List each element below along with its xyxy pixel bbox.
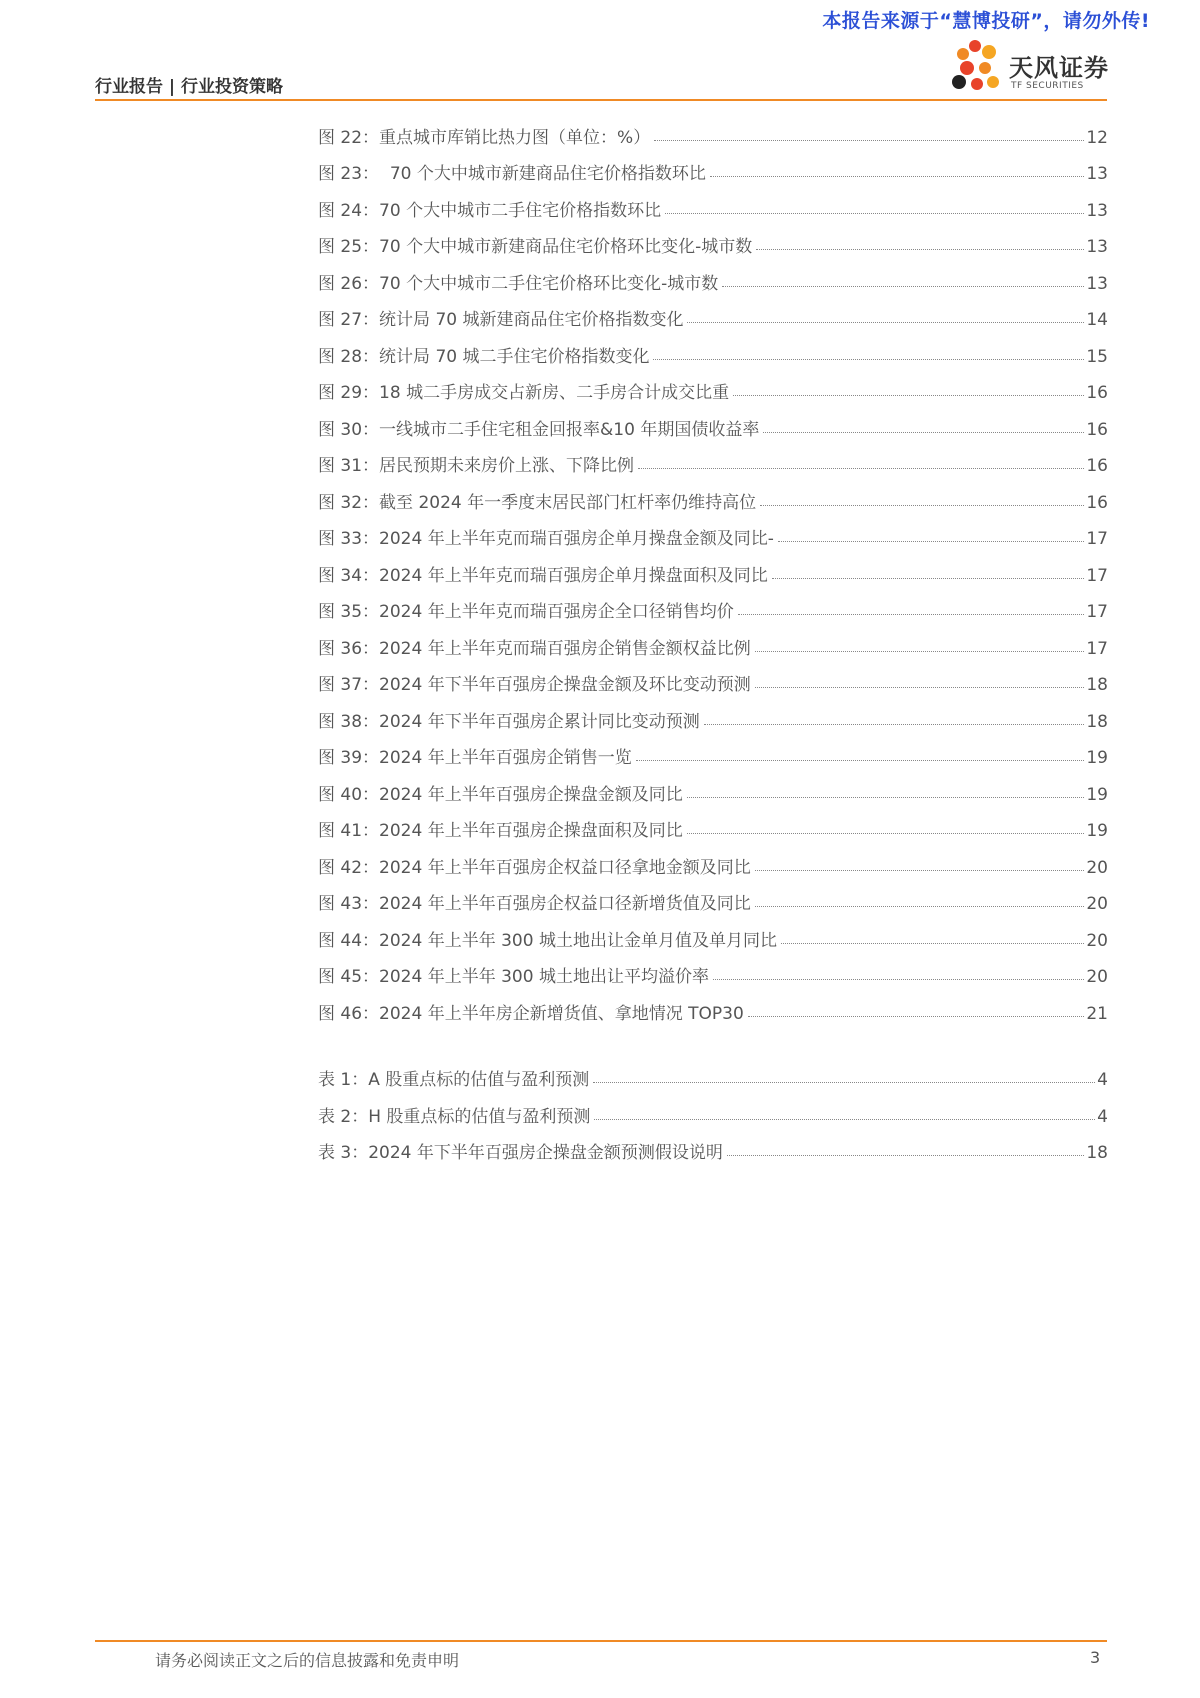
dot-leader <box>772 577 1085 579</box>
watermark-notice: 本报告来源于“慧博投研”，请勿外传! <box>822 10 1150 32</box>
toc-entry-page: 19 <box>1086 821 1108 841</box>
toc-entry-page: 16 <box>1086 492 1108 513</box>
toc-figure-entry[interactable] <box>318 476 1108 513</box>
toc-entry-label: 图 33：2024 年上半年克而瑞百强房企单月操盘金额及同比- <box>318 529 774 549</box>
toc-entry-label: 图 46：2024 年上半年房企新增货值、拿地情况 TOP30 <box>318 1003 744 1024</box>
dot-leader <box>638 467 1084 469</box>
logo-flower-icon <box>945 38 1005 100</box>
toc-entry-label: 图 25：70 个大中城市新建商品住宅价格环比变化-城市数 <box>318 237 753 257</box>
toc-figure-entry[interactable] <box>318 440 1108 477</box>
toc-figure-entry[interactable] <box>318 951 1108 988</box>
toc-entry-label: 图 39：2024 年上半年百强房企销售一览 <box>318 748 632 768</box>
toc-entry-page: 17 <box>1086 602 1108 622</box>
toc-figure-entry[interactable] <box>318 294 1108 331</box>
toc-figure-entry[interactable] <box>318 695 1108 732</box>
dot-leader <box>755 686 1085 688</box>
dot-leader <box>653 358 1084 360</box>
toc-figure-entry[interactable] <box>318 841 1108 878</box>
header-divider <box>95 99 1107 101</box>
toc-entry-label: 图 31：居民预期未来房价上涨、下降比例 <box>318 456 635 476</box>
toc-entry-label: 图 23： 70 个大中城市新建商品住宅价格指数环比 <box>318 164 706 184</box>
toc-entry-label: 图 24：70 个大中城市二手住宅价格指数环比 <box>318 200 662 221</box>
toc-figure-entry[interactable] <box>318 622 1108 659</box>
table-of-contents <box>318 111 1108 1163</box>
dot-leader <box>727 1154 1084 1156</box>
toc-entry-label: 图 42：2024 年上半年百强房企权益口径拿地金额及同比 <box>318 857 751 878</box>
toc-entry-page: 18 <box>1086 1143 1108 1163</box>
toc-figure-entry[interactable] <box>318 659 1108 696</box>
toc-entry-page: 4 <box>1097 1106 1108 1127</box>
dot-leader <box>738 613 1085 615</box>
dot-leader <box>593 1081 1095 1083</box>
toc-entry-page: 17 <box>1086 529 1108 549</box>
footer-divider <box>95 1640 1107 1642</box>
toc-entry-label: 图 40：2024 年上半年百强房企操盘金额及同比 <box>318 784 683 805</box>
toc-entry-page: 19 <box>1086 748 1108 768</box>
dot-leader <box>636 759 1085 761</box>
toc-entry-label: 图 44：2024 年上半年 300 城土地出让金单月值及单月同比 <box>318 930 777 951</box>
toc-entry-page: 20 <box>1086 857 1108 878</box>
company-logo <box>945 38 1115 100</box>
toc-table-entry[interactable] <box>318 1090 1108 1127</box>
dot-leader <box>710 175 1084 177</box>
toc-entry-page: 4 <box>1097 1070 1108 1090</box>
toc-entry-page: 18 <box>1086 711 1108 732</box>
toc-entry-page: 16 <box>1086 456 1108 476</box>
toc-entry-label: 图 29：18 城二手房成交占新房、二手房合计成交比重 <box>318 383 730 403</box>
toc-figure-entry[interactable] <box>318 987 1108 1024</box>
toc-entry-label: 图 36：2024 年上半年克而瑞百强房企销售金额权益比例 <box>318 638 751 659</box>
toc-entry-page: 18 <box>1086 675 1108 695</box>
dot-leader <box>756 248 1084 250</box>
page-number: 3 <box>1090 1648 1101 1667</box>
toc-entry-label: 图 37：2024 年下半年百强房企操盘金额及环比变动预测 <box>318 675 751 695</box>
toc-figure-entry[interactable] <box>318 111 1108 148</box>
toc-entry-label: 图 34：2024 年上半年克而瑞百强房企单月操盘面积及同比 <box>318 565 768 586</box>
toc-entry-page: 21 <box>1086 1003 1108 1024</box>
dot-leader <box>755 650 1085 652</box>
toc-figure-entry[interactable] <box>318 330 1108 367</box>
footer-disclaimer: 请务必阅读正文之后的信息披露和免责申明 <box>155 1651 460 1670</box>
toc-entry-page: 16 <box>1086 419 1108 440</box>
toc-entry-label: 图 32：截至 2024 年一季度末居民部门杠杆率仍维持高位 <box>318 492 757 513</box>
toc-figure-entry[interactable] <box>318 878 1108 915</box>
dot-leader <box>760 504 1084 506</box>
logo-text-en: TF SECURITIES <box>1011 81 1084 91</box>
report-type-header: 行业报告 | 行业投资策略 <box>95 77 284 97</box>
toc-figure-entry[interactable] <box>318 768 1108 805</box>
toc-entry-label: 图 35：2024 年上半年克而瑞百强房企全口径销售均价 <box>318 602 734 622</box>
toc-entry-label: 图 41：2024 年上半年百强房企操盘面积及同比 <box>318 821 683 841</box>
toc-entry-label: 图 22：重点城市库销比热力图（单位：%） <box>318 127 651 148</box>
dot-leader <box>778 540 1085 542</box>
toc-entry-label: 表 3：2024 年下半年百强房企操盘金额预测假设说明 <box>318 1143 723 1163</box>
dot-leader <box>763 431 1084 433</box>
toc-entry-label: 图 38：2024 年下半年百强房企累计同比变动预测 <box>318 711 700 732</box>
dot-leader <box>594 1118 1095 1120</box>
dot-leader <box>713 978 1084 980</box>
dot-leader <box>733 394 1084 396</box>
toc-table-entry[interactable] <box>318 1054 1108 1091</box>
dot-leader <box>704 723 1085 725</box>
dot-leader <box>781 942 1084 944</box>
toc-figure-entry[interactable] <box>318 513 1108 550</box>
dot-leader <box>755 905 1085 907</box>
toc-entry-page: 12 <box>1086 127 1108 148</box>
toc-figure-entry[interactable] <box>318 367 1108 404</box>
toc-entry-page: 16 <box>1086 383 1108 403</box>
dot-leader <box>654 139 1084 141</box>
toc-entry-label: 图 45：2024 年上半年 300 城土地出让平均溢价率 <box>318 967 709 987</box>
toc-figure-entry[interactable] <box>318 586 1108 623</box>
toc-entry-page: 20 <box>1086 930 1108 951</box>
figures-list <box>318 111 1108 1024</box>
toc-entry-page: 13 <box>1086 273 1108 294</box>
dot-leader <box>755 869 1085 871</box>
toc-figure-entry[interactable] <box>318 549 1108 586</box>
toc-figure-entry[interactable] <box>318 914 1108 951</box>
toc-figure-entry[interactable] <box>318 184 1108 221</box>
toc-entry-page: 13 <box>1086 237 1108 257</box>
toc-figure-entry[interactable] <box>318 805 1108 842</box>
toc-entry-page: 20 <box>1086 967 1108 987</box>
toc-entry-label: 图 26：70 个大中城市二手住宅价格环比变化-城市数 <box>318 273 719 294</box>
dot-leader <box>748 1015 1085 1017</box>
logo-text-cn: 天风证券 <box>1009 54 1109 82</box>
toc-figure-entry[interactable] <box>318 148 1108 185</box>
toc-entry-label: 表 1：A 股重点标的估值与盈利预测 <box>318 1070 590 1090</box>
dot-leader <box>722 285 1084 287</box>
dot-leader <box>687 832 1085 834</box>
dot-leader <box>687 321 1084 323</box>
toc-entry-page: 13 <box>1086 200 1108 221</box>
toc-entry-page: 20 <box>1086 894 1108 914</box>
toc-entry-label: 图 43：2024 年上半年百强房企权益口径新增货值及同比 <box>318 894 751 914</box>
toc-entry-page: 19 <box>1086 784 1108 805</box>
tables-list <box>318 1054 1108 1164</box>
toc-entry-label: 表 2：H 股重点标的估值与盈利预测 <box>318 1106 591 1127</box>
toc-table-entry[interactable] <box>318 1127 1108 1164</box>
dot-leader <box>665 212 1084 214</box>
toc-entry-page: 15 <box>1086 346 1108 367</box>
toc-entry-page: 13 <box>1086 164 1108 184</box>
toc-figure-entry[interactable] <box>318 732 1108 769</box>
toc-entry-label: 图 30：一线城市二手住宅租金回报率&10 年期国债收益率 <box>318 419 760 440</box>
toc-entry-page: 17 <box>1086 565 1108 586</box>
toc-entry-page: 14 <box>1086 310 1108 330</box>
section-gap <box>318 1024 1108 1054</box>
toc-entry-label: 图 28：统计局 70 城二手住宅价格指数变化 <box>318 346 650 367</box>
dot-leader <box>687 796 1085 798</box>
toc-entry-label: 图 27：统计局 70 城新建商品住宅价格指数变化 <box>318 310 684 330</box>
toc-figure-entry[interactable] <box>318 221 1108 258</box>
toc-entry-page: 17 <box>1086 638 1108 659</box>
toc-figure-entry[interactable] <box>318 403 1108 440</box>
toc-figure-entry[interactable] <box>318 257 1108 294</box>
